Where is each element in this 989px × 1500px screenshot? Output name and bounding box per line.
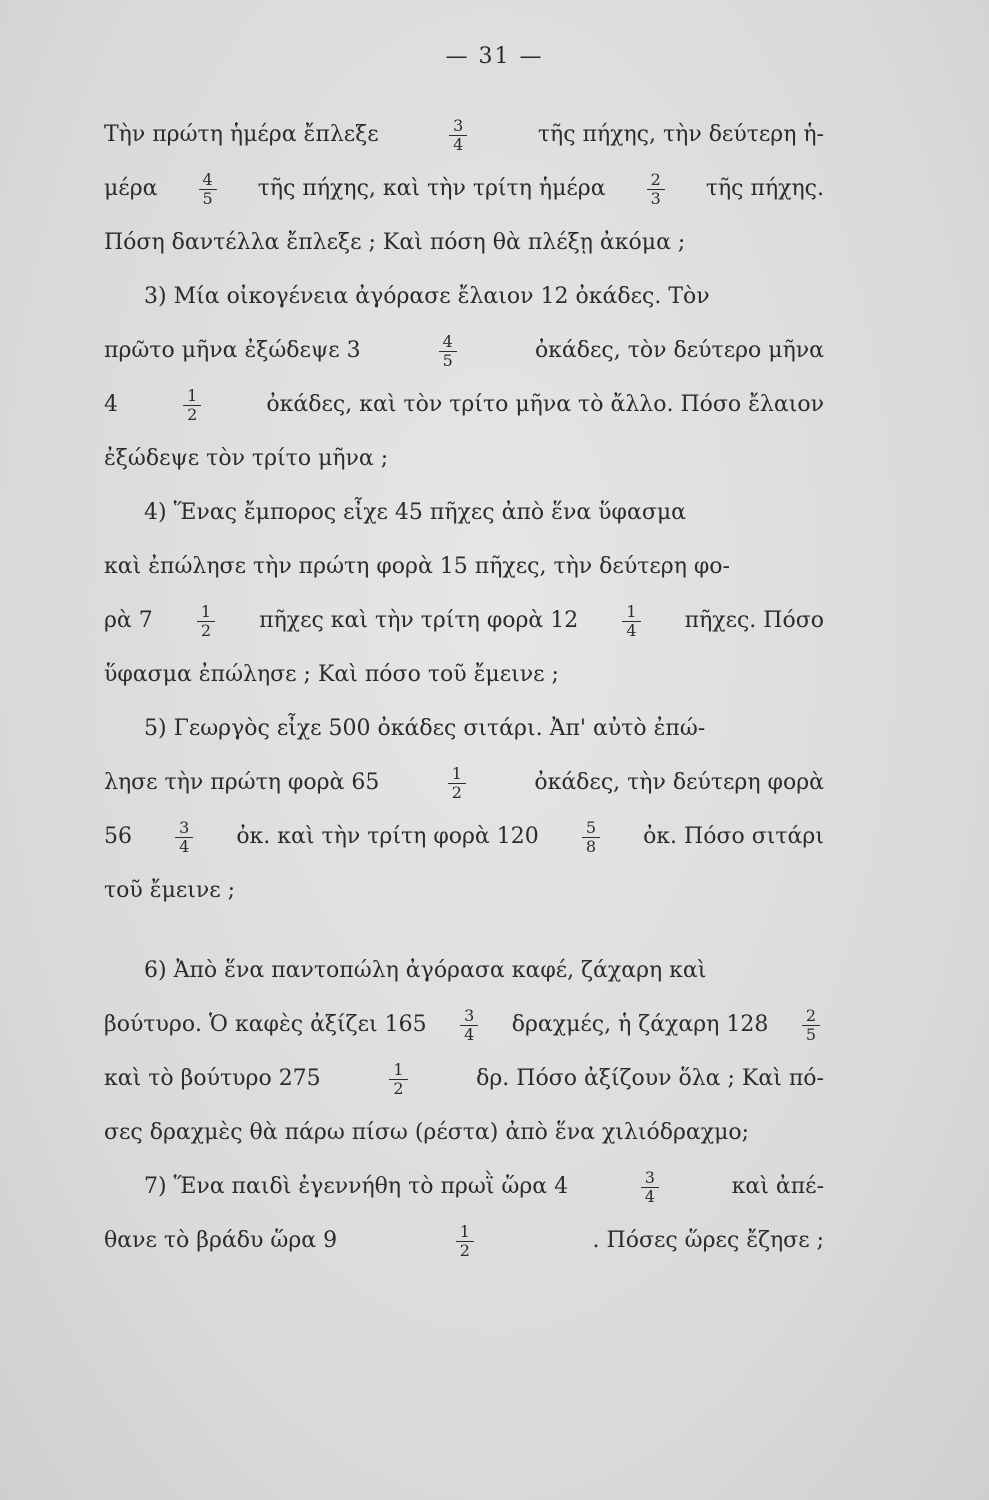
text-segment: ἐξώδεψε τὸν τρίτο μῆνα ; xyxy=(104,446,389,471)
fraction-numerator: 5 xyxy=(585,817,596,837)
fraction xyxy=(199,171,217,208)
fraction xyxy=(622,603,640,640)
fraction-denominator: 8 xyxy=(582,837,600,856)
exercise-text xyxy=(104,108,824,1268)
fraction xyxy=(439,333,457,370)
fraction xyxy=(802,1007,820,1044)
text-segment: Τὴν πρώτη ἡμέρα ἔπλεξε xyxy=(104,122,379,147)
fraction-denominator: 2 xyxy=(197,621,215,640)
fraction-denominator: 5 xyxy=(439,351,457,370)
text-segment: 5) Γεωργὸς εἶχε 500 ὀκάδες σιτάρι. Ἀπ' αὐτὸ ἐπώ- xyxy=(144,716,706,741)
fraction xyxy=(647,171,665,208)
fraction-denominator: 2 xyxy=(456,1241,474,1260)
text-segment: δρ. Πόσο ἀξίζουν ὅλα ; Καὶ πό- xyxy=(476,1066,824,1091)
fraction-numerator: 2 xyxy=(650,169,661,189)
fraction xyxy=(456,1223,474,1260)
text-line xyxy=(104,216,824,270)
fraction-numerator: 1 xyxy=(200,601,212,621)
fraction-denominator: 4 xyxy=(175,837,193,856)
text-segment: Πόση δαντέλλα ἔπλεξε ; Καὶ πόση θὰ πλέξῃ ἀκόμα ; xyxy=(104,230,686,255)
fraction-denominator: 4 xyxy=(641,1187,659,1206)
text-segment: ρὰ 7 xyxy=(104,608,153,633)
text-segment: λησε τὴν πρώτη φορὰ 65 xyxy=(104,770,380,795)
text-segment: ὀκ. καὶ τὴν τρίτη φορὰ 120 xyxy=(236,824,539,849)
text-line xyxy=(104,1106,824,1160)
fraction-denominator: 2 xyxy=(183,405,201,424)
text-line xyxy=(104,324,824,378)
text-segment: 6) Ἀπὸ ἕνα παντοπώλη ἀγόρασα καφέ, ζάχαρη καὶ xyxy=(144,958,707,983)
fraction-denominator: 4 xyxy=(460,1025,478,1044)
text-segment: πῆχες. Πόσο xyxy=(684,608,824,633)
text-segment: 56 xyxy=(104,824,132,849)
text-segment: 3) Μία οἰκογένεια ἀγόρασε ἔλαιον 12 ὀκάδες. Τὸν xyxy=(144,284,710,309)
text-segment: ὀκάδες, τὸν δεύτερο μῆνα xyxy=(534,338,824,363)
fraction-denominator: 5 xyxy=(802,1025,820,1044)
text-segment: ὕφασμα ἐπώλησε ; Καὶ πόσο τοῦ ἔμεινε ; xyxy=(104,662,559,687)
text-segment: τῆς πήχης, καὶ τὴν τρίτη ἡμέρα xyxy=(257,176,606,201)
fraction xyxy=(449,117,467,154)
text-segment: καὶ ἀπέ- xyxy=(731,1174,824,1199)
text-segment: τῆς πήχης. xyxy=(705,176,824,201)
text-line xyxy=(104,1052,824,1106)
fraction-numerator: 3 xyxy=(453,115,464,135)
text-segment: δραχμές, ἡ ζάχαρη 128 xyxy=(511,1012,769,1037)
text-line xyxy=(104,486,824,540)
text-line xyxy=(104,998,824,1052)
text-line xyxy=(104,756,824,810)
text-segment: ὀκάδες, καὶ τὸν τρίτο μῆνα τὸ ἄλλο. Πόσο ἔλαιον xyxy=(266,392,824,417)
fraction-denominator: 5 xyxy=(199,189,217,208)
text-segment: πῆχες καὶ τὴν τρίτη φορὰ 12 xyxy=(259,608,579,633)
text-line xyxy=(104,540,824,594)
text-line xyxy=(104,864,824,918)
text-line xyxy=(104,594,824,648)
fraction-denominator: 4 xyxy=(449,135,467,154)
fraction-numerator: 2 xyxy=(805,1005,816,1025)
text-segment: θανε τὸ βράδυ ὥρα 9 xyxy=(104,1228,338,1253)
text-segment: τῆς πήχης, τὴν δεύτερη ἡ- xyxy=(537,122,824,147)
text-line xyxy=(104,1160,824,1214)
fraction-numerator: 1 xyxy=(187,385,198,405)
fraction xyxy=(448,765,466,802)
text-line xyxy=(104,810,824,864)
text-segment: βούτυρο. Ὁ καφὲς ἀξίζει 165 xyxy=(104,1012,427,1037)
fraction-numerator: 1 xyxy=(459,1221,470,1241)
text-line xyxy=(104,944,824,998)
text-segment: καὶ ἐπώλησε τὴν πρώτη φορὰ 15 πῆχες, τὴν δεύτερη φο- xyxy=(104,554,730,579)
fraction xyxy=(641,1169,659,1206)
fraction-numerator: 4 xyxy=(442,331,453,351)
text-segment: τοῦ ἔμεινε ; xyxy=(104,878,236,903)
fraction-numerator: 3 xyxy=(644,1167,655,1187)
fraction xyxy=(582,819,600,856)
text-line xyxy=(104,378,824,432)
text-segment: μέρα xyxy=(104,176,158,201)
text-segment: . Πόσες ὥρες ἔζησε ; xyxy=(592,1228,824,1253)
text-line xyxy=(104,108,824,162)
text-segment: σες δραχμὲς θὰ πάρω πίσω (ρέστα) ἀπὸ ἕνα χιλιόδραχμο; xyxy=(104,1120,750,1145)
fraction-denominator: 3 xyxy=(647,189,665,208)
fraction-numerator: 1 xyxy=(626,601,637,621)
text-segment: ὀκ. Πόσο σιτάρι xyxy=(643,824,824,849)
text-line xyxy=(104,432,824,486)
page-number: — 31 — xyxy=(445,44,544,69)
text-line xyxy=(104,702,824,756)
text-segment: πρῶτο μῆνα ἐξώδεψε 3 xyxy=(104,338,361,363)
fraction xyxy=(197,603,215,640)
text-line xyxy=(104,1214,824,1268)
text-line xyxy=(104,162,824,216)
text-segment: ὀκάδες, τὴν δεύτερη φορὰ xyxy=(534,770,824,795)
fraction xyxy=(183,387,201,424)
fraction-denominator: 4 xyxy=(622,621,640,640)
fraction-denominator: 2 xyxy=(389,1079,407,1098)
text-line xyxy=(104,648,824,702)
fraction-denominator: 2 xyxy=(448,783,466,802)
fraction-numerator: 3 xyxy=(464,1005,475,1025)
fraction-numerator: 4 xyxy=(202,169,213,189)
text-segment: 4 xyxy=(104,392,118,417)
fraction xyxy=(460,1007,478,1044)
fraction xyxy=(175,819,193,856)
text-segment: 7) Ἕνα παιδὶ ἐγεννήθη τὸ πρωῒ ὥρα 4 xyxy=(144,1174,569,1199)
text-line xyxy=(104,270,824,324)
text-segment: 4) Ἕνας ἔμπορος εἶχε 45 πῆχες ἀπὸ ἕνα ὕφασμα xyxy=(144,500,686,525)
fraction xyxy=(389,1061,407,1098)
fraction-numerator: 1 xyxy=(451,763,462,783)
fraction-numerator: 3 xyxy=(179,817,190,837)
fraction-numerator: 1 xyxy=(393,1059,404,1079)
text-segment: καὶ τὸ βούτυρο 275 xyxy=(104,1066,321,1091)
